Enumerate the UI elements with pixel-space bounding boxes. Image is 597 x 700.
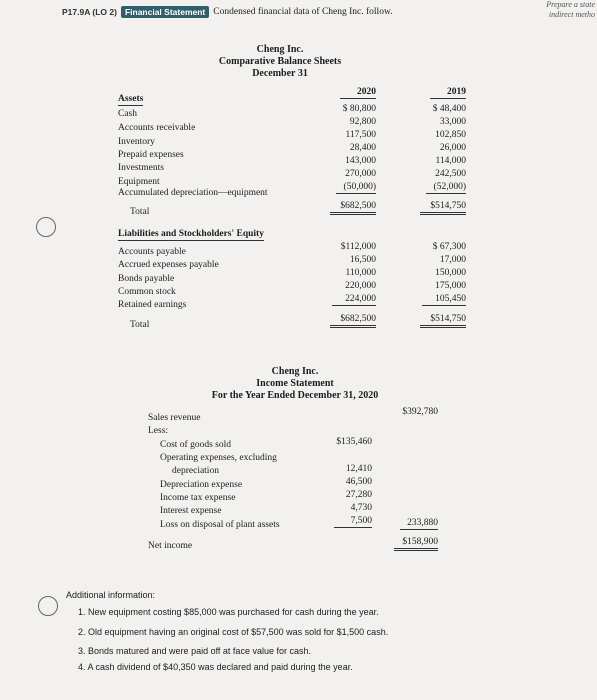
- statement-name: Comparative Balance Sheets: [218, 56, 342, 67]
- assets-total-2019: $514,750: [420, 200, 466, 215]
- additional-info-item: 2. Old equipment having an original cost of $57,500 was sold for $1,500 cash.: [78, 627, 389, 637]
- loss-disposal-label: Loss on disposal of plant assets: [160, 520, 280, 530]
- total-expenses-value: 233,880: [400, 517, 438, 530]
- asset-2019: $ 48,400: [432, 104, 466, 114]
- depreciation-value: 46,500: [345, 477, 372, 487]
- liab-total-label: Total: [130, 320, 150, 330]
- liability-2019: 17,000: [439, 255, 466, 265]
- year-2020-header: 2020: [340, 86, 376, 99]
- statement-period: For the Year Ended December 31, 2020: [211, 390, 379, 401]
- net-income-value: $158,900: [394, 536, 438, 551]
- statement-name: Income Statement: [256, 378, 334, 389]
- cogs-value: $135,460: [336, 437, 372, 447]
- asset-label: Equipment: [118, 177, 160, 187]
- asset-2019: 102,850: [435, 130, 466, 140]
- problem-code: P17.9A (LO 2): [62, 7, 117, 17]
- liability-2020: 16,500: [349, 255, 376, 265]
- liability-2020: $112,000: [340, 242, 376, 252]
- asset-2019: 26,000: [439, 143, 466, 153]
- asset-2020: $ 80,800: [342, 104, 376, 114]
- opex-label-cont: depreciation: [172, 466, 219, 476]
- asset-label: Accounts receivable: [118, 123, 196, 133]
- liability-label: Common stock: [118, 287, 176, 297]
- liab-total-2020: $682,500: [330, 313, 376, 328]
- additional-info-heading: Additional information:: [66, 590, 156, 600]
- side-note: [546, 0, 595, 20]
- liability-label: Accounts payable: [118, 247, 186, 257]
- opex-label: Operating expenses, excluding: [160, 453, 277, 463]
- opex-value: 12,410: [345, 464, 372, 474]
- statement-date: December 31: [252, 68, 308, 79]
- additional-info-item: 1. New equipment costing $85,000 was purchased for cash during the year.: [78, 607, 379, 617]
- liability-2020: 110,000: [345, 268, 376, 278]
- company-name: Cheng Inc.: [271, 366, 319, 377]
- asset-2019: 242,500: [435, 169, 466, 179]
- assets-heading: Assets: [118, 94, 144, 104]
- tax-label: Income tax expense: [160, 493, 236, 503]
- side-note-line2: indirect metho: [548, 10, 595, 19]
- asset-label: Prepaid expenses: [118, 150, 184, 160]
- less-label: Less:: [148, 426, 169, 436]
- interest-value: 4,730: [350, 503, 372, 513]
- asset-2020: 270,000: [345, 169, 376, 179]
- liability-label: Accrued expenses payable: [118, 260, 219, 270]
- radio-circle-icon: [36, 217, 56, 237]
- asset-2020: (50,000): [336, 181, 376, 194]
- side-note-line1: Prepare a state: [546, 0, 595, 9]
- asset-2019: 33,000: [439, 117, 466, 127]
- liability-label: Retained earnings: [118, 300, 187, 310]
- asset-label: Inventory: [118, 137, 155, 147]
- asset-2020: 143,000: [345, 156, 376, 166]
- asset-2020: 92,800: [349, 117, 376, 127]
- asset-2019: (52,000): [426, 181, 466, 194]
- interest-label: Interest expense: [160, 506, 222, 516]
- sales-label: Sales revenue: [148, 413, 201, 423]
- liability-2019: 105,450: [422, 293, 466, 306]
- depreciation-label: Depreciation expense: [160, 480, 243, 490]
- liability-2019: 175,000: [435, 281, 466, 291]
- loss-disposal-value: 7,500: [334, 515, 372, 528]
- net-income-label: Net income: [148, 541, 193, 551]
- financial-statement-badge: Financial Statement: [121, 6, 209, 18]
- assets-total-2020: $682,500: [330, 200, 376, 215]
- liability-2019: 150,000: [435, 268, 466, 278]
- liability-2019: $ 67,300: [432, 242, 466, 252]
- asset-label: Accumulated depreciation—equipment: [118, 188, 268, 198]
- problem-header: [62, 6, 393, 18]
- asset-2019: 114,000: [435, 156, 466, 166]
- additional-info-item: 4. A cash dividend of $40,350 was declared and paid during the year.: [78, 662, 353, 672]
- year-2019-header: 2019: [430, 86, 466, 99]
- tax-value: 27,280: [345, 490, 372, 500]
- asset-label: Investments: [118, 163, 164, 173]
- asset-2020: 28,400: [349, 143, 376, 153]
- asset-label: Cash: [118, 109, 137, 119]
- problem-intro: Condensed financial data of Cheng Inc. follow.: [213, 7, 393, 17]
- liabilities-heading: Liabilities and Stockholders' Equity: [118, 229, 264, 239]
- sales-value: $392,780: [402, 407, 438, 417]
- asset-2020: 117,500: [345, 130, 376, 140]
- income-statement-title: [200, 366, 390, 402]
- assets-total-label: Total: [130, 207, 150, 217]
- radio-circle-icon: [38, 596, 58, 616]
- additional-info-item: 3. Bonds matured and were paid off at face value for cash.: [78, 646, 311, 656]
- liab-total-2019: $514,750: [420, 313, 466, 328]
- company-name: Cheng Inc.: [256, 44, 304, 55]
- liability-2020: 220,000: [345, 281, 376, 291]
- balance-sheet-title: [190, 44, 370, 80]
- cogs-label: Cost of goods sold: [160, 440, 231, 450]
- liability-label: Bonds payable: [118, 274, 175, 284]
- liability-2020: 224,000: [332, 293, 376, 306]
